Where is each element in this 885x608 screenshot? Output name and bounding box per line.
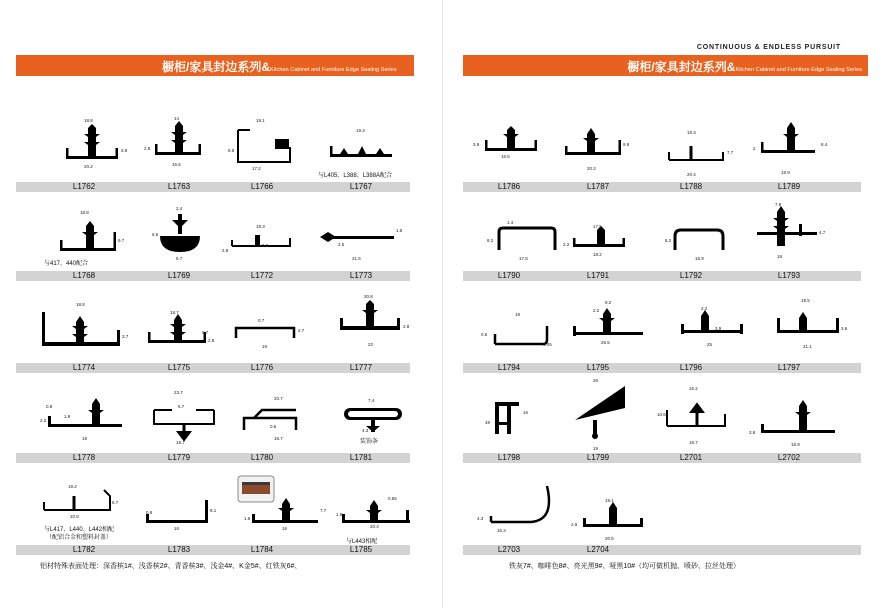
dim-label: 23.7 bbox=[174, 390, 183, 395]
dim-label: 16.7 bbox=[689, 440, 698, 445]
dim-label: 3.9 bbox=[473, 142, 480, 147]
dim-label: 0.6 bbox=[262, 243, 269, 248]
profile-l1793 bbox=[757, 206, 817, 246]
wood-sample-image bbox=[236, 474, 276, 504]
product-code: L1788 bbox=[679, 182, 703, 191]
note-l1782-line2: （配铝合金和塑料封盖） bbox=[46, 535, 113, 541]
dim-label: 18.2 bbox=[593, 252, 602, 257]
dim-label: 2.8 bbox=[571, 522, 578, 527]
product-code: L2701 bbox=[679, 453, 703, 462]
product-code: L1773 bbox=[349, 271, 373, 280]
dim-label: 17.5 bbox=[593, 224, 602, 229]
dim-label: 2.2 bbox=[40, 418, 47, 423]
dim-label: 2.2 bbox=[593, 308, 600, 313]
dim-label: 16 bbox=[174, 526, 180, 531]
dim-label: 20.8 bbox=[364, 294, 373, 299]
product-code: L1766 bbox=[250, 182, 274, 191]
dim-label: 1.5 bbox=[396, 228, 403, 233]
profile-l2704 bbox=[583, 502, 643, 527]
dim-label: 20.8 bbox=[70, 514, 79, 519]
profile-l1785 bbox=[342, 500, 410, 523]
code-bar-row-4 bbox=[463, 453, 861, 463]
profile-l1798 bbox=[495, 402, 519, 434]
dim-label: 7.7 bbox=[727, 150, 734, 155]
dim-label: 0.6 bbox=[481, 332, 488, 337]
product-code: L1782 bbox=[72, 545, 96, 554]
dim-label: 16.5 bbox=[172, 162, 181, 167]
profile-l1788 bbox=[669, 146, 723, 160]
surface-finish-note-continued: 铁灰7#、咖啡色8#、亮光黑9#、哑黑10#（均可做机抛、喷砂、拉丝处理） bbox=[509, 563, 741, 570]
profile-l1781 bbox=[344, 408, 402, 432]
dim-label: 0.8 bbox=[146, 510, 153, 515]
dim-label: 0.55 bbox=[388, 496, 397, 501]
dim-label: 2.2 bbox=[563, 242, 570, 247]
profile-l1763 bbox=[155, 121, 201, 155]
dim-label: 2.5 bbox=[338, 242, 345, 247]
dim-label: 0.7 bbox=[202, 330, 209, 335]
dim-label: 1.9 bbox=[64, 414, 71, 419]
product-code: L1763 bbox=[167, 182, 191, 191]
dim-label: 18.9 bbox=[791, 442, 800, 447]
dim-label: 20.4 bbox=[687, 172, 696, 177]
profile-l1792 bbox=[675, 230, 723, 250]
dim-label: 17.2 bbox=[252, 166, 261, 171]
dim-label: 2.8 bbox=[144, 146, 151, 151]
dim-label: 16.5 bbox=[501, 154, 510, 159]
dim-label: 4.3 bbox=[362, 428, 369, 433]
product-code: L1785 bbox=[349, 545, 373, 554]
code-bar-row-3 bbox=[16, 363, 410, 373]
profile-drawings-right bbox=[443, 0, 885, 608]
banner-title-cn: 橱柜/家具封边系列& bbox=[627, 60, 736, 74]
dim-label: 19 bbox=[262, 344, 268, 349]
dim-label: 6.5 bbox=[152, 232, 159, 237]
product-code: L2702 bbox=[777, 453, 801, 462]
dim-label: 18.8 bbox=[80, 210, 89, 215]
dim-label: 14 bbox=[174, 116, 180, 121]
dim-label: 18.7 bbox=[274, 436, 283, 441]
note-l1785: 与L443相配 bbox=[346, 539, 378, 545]
product-code: L1779 bbox=[167, 453, 191, 462]
code-bar-row-3 bbox=[463, 363, 861, 373]
profile-l1796 bbox=[681, 310, 743, 334]
profile-l1786 bbox=[485, 126, 537, 151]
product-code: L1783 bbox=[167, 545, 191, 554]
product-code: L1792 bbox=[679, 271, 703, 280]
dim-label: 20.2 bbox=[587, 166, 596, 171]
profile-l1799 bbox=[575, 386, 625, 439]
dim-label: 6.7 bbox=[178, 404, 185, 409]
profile-l2703 bbox=[491, 486, 549, 522]
banner-title-en: Kitchen Cabinet and Furniture Edge Sealing Series bbox=[735, 67, 862, 73]
code-bar-row-2 bbox=[463, 271, 861, 281]
dim-label: 18.7 bbox=[170, 310, 179, 315]
dim-label: 16.2 bbox=[689, 386, 698, 391]
profile-l1791 bbox=[573, 226, 625, 247]
profile-l1782 bbox=[44, 490, 110, 510]
dim-label: 0.6 bbox=[270, 424, 277, 429]
dim-label: 7.4 bbox=[368, 398, 375, 403]
catalog-page-right bbox=[443, 0, 885, 608]
dim-label: 1.4 bbox=[507, 220, 514, 225]
dim-label: 20.2 bbox=[84, 164, 93, 169]
dim-label: 25.5 bbox=[601, 340, 610, 345]
product-code: L1797 bbox=[777, 363, 801, 372]
product-code: L1787 bbox=[586, 182, 610, 191]
dim-label: 19.3 bbox=[356, 128, 365, 133]
profile-l2701 bbox=[667, 404, 725, 426]
dim-label: 9.9 bbox=[623, 142, 630, 147]
profile-l1779 bbox=[154, 410, 214, 440]
dim-label: 2 bbox=[753, 146, 756, 151]
dim-label: 22 bbox=[368, 342, 374, 347]
code-bar-row-2 bbox=[16, 271, 410, 281]
dim-label: 19 bbox=[593, 446, 599, 451]
dim-label: 2.8 bbox=[222, 248, 229, 253]
product-code: L2704 bbox=[586, 545, 610, 554]
dim-label: 21.6 bbox=[352, 256, 361, 261]
product-code: L1776 bbox=[250, 363, 274, 372]
dim-label: 2.7 bbox=[298, 328, 305, 333]
dim-label: 7.8 bbox=[775, 202, 782, 207]
product-code: L1767 bbox=[349, 182, 373, 191]
dim-label: 8.4 bbox=[821, 142, 828, 147]
code-bar-row-4 bbox=[16, 453, 410, 463]
product-code: L1762 bbox=[72, 182, 96, 191]
dim-label: 20.4 bbox=[370, 524, 379, 529]
product-code: L1789 bbox=[777, 182, 801, 191]
dim-label: 2.4 bbox=[176, 206, 183, 211]
profile-l1762 bbox=[66, 124, 118, 159]
profile-l1776 bbox=[236, 328, 294, 338]
dim-label: 26 bbox=[593, 378, 599, 383]
dim-label: 9.2 bbox=[605, 300, 612, 305]
profile-l1767 bbox=[330, 146, 392, 157]
surface-finish-note: 铝材特殊表面处理：深香槟1#、浅香槟2#、青香槟3#、浅金4#、K金5#、红铁灰6#、 bbox=[40, 563, 302, 570]
dim-label: 2.2 bbox=[701, 306, 708, 311]
code-bar-row-1 bbox=[463, 182, 861, 192]
product-code: L1780 bbox=[250, 453, 274, 462]
product-code: L1790 bbox=[497, 271, 521, 280]
dim-label: 8.8 bbox=[228, 148, 235, 153]
code-bar-row-5 bbox=[16, 545, 410, 555]
note-l1781: 装饰条 bbox=[360, 439, 379, 445]
note-l1768: 与417、440配合 bbox=[44, 261, 89, 267]
code-bar-row-5 bbox=[463, 545, 861, 555]
product-code: L2703 bbox=[497, 545, 521, 554]
dim-label: 6.7 bbox=[112, 500, 119, 505]
dim-label: 21.1 bbox=[803, 344, 812, 349]
profile-l1766 bbox=[238, 130, 290, 162]
dim-label: 10.6 bbox=[657, 412, 666, 417]
dim-label: 18.9 bbox=[781, 170, 790, 175]
profile-l1768 bbox=[60, 221, 116, 251]
banner-title-en: Kitchen Cabinet and Furniture Edge Sealing Series bbox=[270, 67, 397, 73]
dim-label: 0.7 bbox=[258, 318, 265, 323]
product-code: L1786 bbox=[497, 182, 521, 191]
product-code: L1798 bbox=[497, 453, 521, 462]
dim-label: 16.3 bbox=[497, 528, 506, 533]
dim-label: 7.7 bbox=[320, 508, 327, 513]
profile-l1794 bbox=[495, 326, 547, 344]
profile-l1774 bbox=[42, 312, 120, 346]
dim-label: 8.2 bbox=[665, 238, 672, 243]
dim-label: 3.7 bbox=[122, 334, 129, 339]
product-code: L1775 bbox=[167, 363, 191, 372]
dim-label: 19.3 bbox=[256, 224, 265, 229]
profile-l1778 bbox=[48, 398, 122, 427]
dim-label: 2.8 bbox=[208, 338, 215, 343]
profile-l1773 bbox=[320, 232, 394, 242]
brand-tagline: CONTINUOUS & ENDLESS PURSUIT bbox=[696, 44, 841, 51]
profile-l1769 bbox=[160, 214, 200, 252]
profile-l1790 bbox=[499, 228, 555, 250]
dim-label: 18.7 bbox=[176, 440, 185, 445]
dim-label: 1.8 bbox=[336, 512, 343, 517]
dim-label: 19.2 bbox=[68, 484, 77, 489]
dim-label: 3.8 bbox=[121, 148, 128, 153]
code-bar-row-1 bbox=[16, 182, 410, 192]
dim-label: 18.8 bbox=[84, 118, 93, 123]
product-code: L1793 bbox=[777, 271, 801, 280]
profile-l1789 bbox=[761, 122, 815, 153]
profile-l1777 bbox=[340, 300, 400, 330]
banner-title-cn: 橱柜/家具封边系列& bbox=[162, 60, 271, 74]
product-code: L1794 bbox=[497, 363, 521, 372]
dim-label: 8.1 bbox=[210, 508, 217, 513]
dim-label: 19.1 bbox=[605, 498, 614, 503]
product-code: L1795 bbox=[586, 363, 610, 372]
product-code: L1778 bbox=[72, 453, 96, 462]
dim-label: 2.8 bbox=[403, 324, 410, 329]
dim-label: 4.7 bbox=[819, 230, 826, 235]
dim-label: 1.8 bbox=[244, 516, 251, 521]
dim-label: 19.5 bbox=[801, 298, 810, 303]
dim-label: 5.7 bbox=[176, 256, 183, 261]
profile-l1775 bbox=[148, 314, 209, 343]
dim-label: 1.45 bbox=[543, 342, 552, 347]
dim-label: 9.7 bbox=[118, 238, 125, 243]
product-code: L1768 bbox=[72, 271, 96, 280]
dim-label: 18.8 bbox=[76, 302, 85, 307]
profile-l1797 bbox=[777, 312, 839, 333]
profile-l1772 bbox=[232, 236, 290, 246]
dim-label: 15.9 bbox=[695, 256, 704, 261]
product-code: L1777 bbox=[349, 363, 373, 372]
product-code: L1774 bbox=[72, 363, 96, 372]
dim-label: 18 bbox=[777, 254, 783, 259]
dim-label: 4.3 bbox=[477, 516, 484, 521]
note-l1767: 与L405、L388、L388A配合 bbox=[318, 173, 393, 179]
product-code: L1769 bbox=[167, 271, 191, 280]
dim-label: 19.1 bbox=[256, 118, 265, 123]
product-code: L1781 bbox=[349, 453, 373, 462]
dim-label: 16 bbox=[282, 526, 288, 531]
product-code: L1799 bbox=[586, 453, 610, 462]
product-code: L1791 bbox=[586, 271, 610, 280]
note-l1782-line1: 与L417、L440、L442相配 bbox=[44, 527, 115, 533]
dim-label: 8.2 bbox=[487, 238, 494, 243]
product-code: L1784 bbox=[250, 545, 274, 554]
product-code: L1772 bbox=[250, 271, 274, 280]
dim-label: 18 bbox=[82, 436, 88, 441]
dim-label: 48 bbox=[485, 420, 491, 425]
dim-label: 25 bbox=[707, 342, 713, 347]
dim-label: 19.3 bbox=[687, 130, 696, 135]
profile-l1795 bbox=[573, 308, 643, 336]
dim-label: 20.5 bbox=[605, 536, 614, 541]
dim-label: 18 bbox=[515, 312, 521, 317]
dim-label: 0.8 bbox=[46, 404, 53, 409]
dim-label: 16 bbox=[523, 410, 529, 415]
dim-label: 3.9 bbox=[715, 326, 722, 331]
product-code: L1796 bbox=[679, 363, 703, 372]
profile-l1787 bbox=[565, 128, 621, 155]
profile-l1783 bbox=[146, 500, 208, 523]
dim-label: 20.7 bbox=[274, 396, 283, 401]
dim-label: 3.6 bbox=[841, 326, 848, 331]
profile-l2702 bbox=[761, 400, 835, 433]
dim-label: 3.8 bbox=[749, 430, 756, 435]
dim-label: 17.8 bbox=[519, 256, 528, 261]
